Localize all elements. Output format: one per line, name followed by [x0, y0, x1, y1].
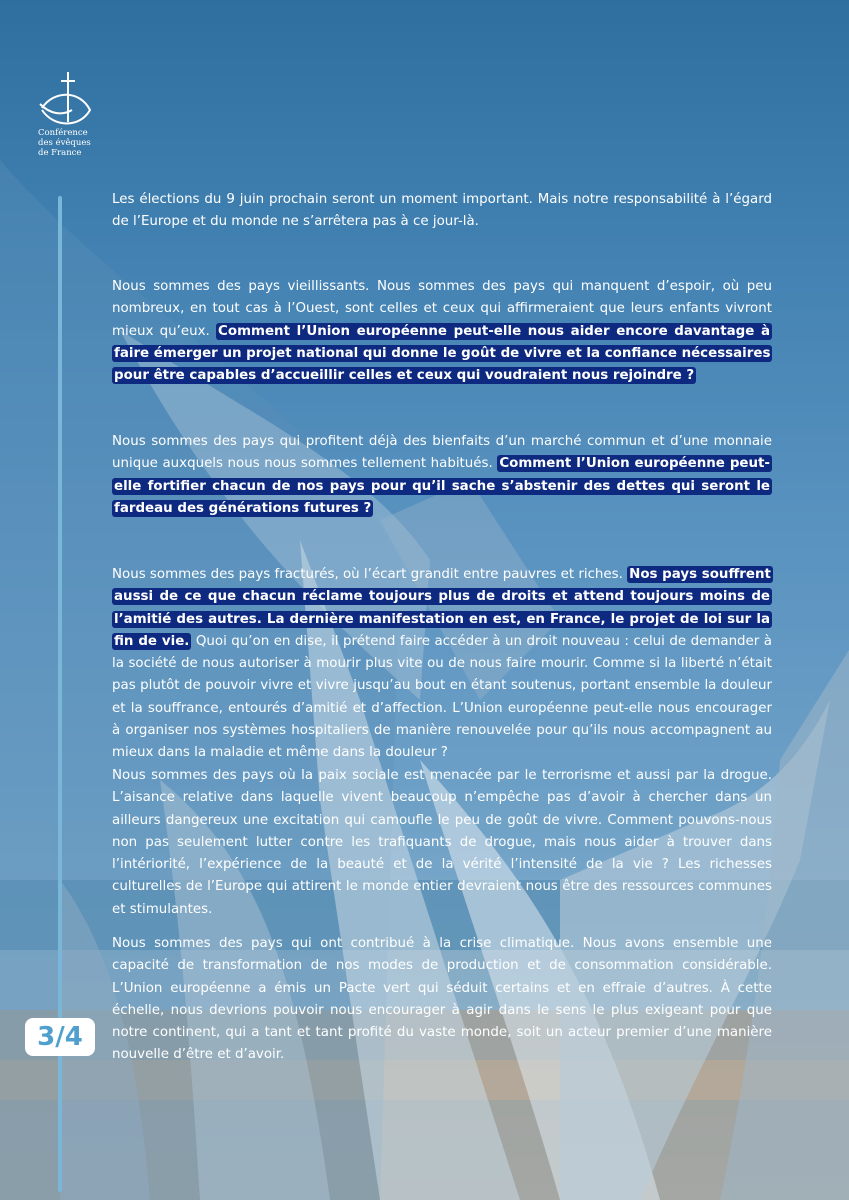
paragraph-elections: Les élections du 9 juin prochain seront un moment important. Mais notre responsabilité à l’égard de l’Europe et du monde ne s’arrêtera pas à ce jour-là.	[112, 192, 772, 230]
highlight-end-of-life: Nos pays souffrent aussi de ce que chacun réclame toujours plus de droits et attend toujours moins de l’amitié des autres. La dernière manifestation en est, en France, le projet de loi sur la fin de vie.	[114, 567, 771, 649]
paragraph-climate: Nous sommes des pays qui ont contribué à la crise climatique. Nous avons ensemble une capacité de transformation de nos modes de production et de consommation considérable. L’Union européenne a émis un Pacte vert qui séduit certains et en effraie d’autres. À cette échelle, nous devrions pouvoir nous encourager à agir dans le sens le plus exigeant pour que notre continent, qui a tant et tant profité du vaste monde, soit un acteur premier d’une manière nouvelle d’être et d’avoir.	[112, 936, 772, 1063]
logo-line-3: de France	[38, 148, 82, 158]
paragraph-aging-text: Nous sommes des pays vieillissants. Nous sommes des pays qui manquent d’espoir, où peu nombreux, en tout cas à l’Ouest, sont celles et ceux qui affirmeraient que leurs enfants vivront mieux qu’eux.	[112, 279, 772, 339]
paragraph-social-peace: Nous sommes des pays où la paix sociale est menacée par le terrorisme et aussi par la drogue. L’aisance relative dans laquelle vivent beaucoup n’empêche pas d’avoir à chercher dans un ailleurs dangereux une excitation qui camoufle le peu de goût de vivre. Comment pouvons-nous non pas seulement lutter contre les trafiquants de drogue, mais nous aider à trouver dans l’intériorité, l’expérience de la beauté et de la vérité l’intensité de la vie ? Les richesses culturelles de l’Europe qui attirent le monde entier devraient nous être des ressources communes et stimulantes.	[112, 768, 772, 917]
paragraph-fractured-text-b: Quoi qu’on en dise, il prétend faire accéder à un droit nouveau : celui de demander à la société de nous autoriser à mourir plus vite ou de nous faire mourir. Comme si la liberté n’était pas plutôt de pouvoir vivre et vivre jusqu’au bout en étant soutenus, portant ensemble la douleur et la souffrance, entourés d’amitié et d’affection. L’Union européenne peut-elle nous encourager à organiser nos systèmes hospitaliers de manière renouvelée pour qu’ils nous accompagnent au mieux dans la maladie et même dans la douleur ?	[112, 633, 772, 761]
paragraph-fractured-text-a: Nous sommes des pays fracturés, où l’écart grandit entre pauvres et riches.	[112, 567, 628, 582]
paragraph-market-text: Nous sommes des pays qui profitent déjà des bienfaits d’un marché commun et d’une monnaie unique auxquels nous nous sommes tellement habitués.	[112, 434, 772, 472]
paragraph-fractured	[112, 564, 772, 765]
cef-logo-text	[38, 128, 118, 158]
paragraph-aging	[112, 276, 772, 387]
paragraph-market	[112, 431, 772, 520]
logo-line-2: des évêques	[38, 138, 91, 148]
page-number-badge: 3/4	[25, 1018, 95, 1056]
highlight-question-debt: Comment l’Union européenne peut-elle fortifier chacun de nos pays pour qu’il sache s’abstenir des dettes qui seront le fardeau des générations futures ?	[114, 456, 770, 516]
logo-line-1: Conférence	[38, 128, 88, 138]
highlight-question-aging: Comment l’Union européenne peut-elle nous aider encore davantage à faire émerger un projet national qui donne le goût de vivre et la confiance nécessaires pour être capables d’accueillir celles et ceux qui voudraient nous rejoindre ?	[114, 323, 771, 384]
